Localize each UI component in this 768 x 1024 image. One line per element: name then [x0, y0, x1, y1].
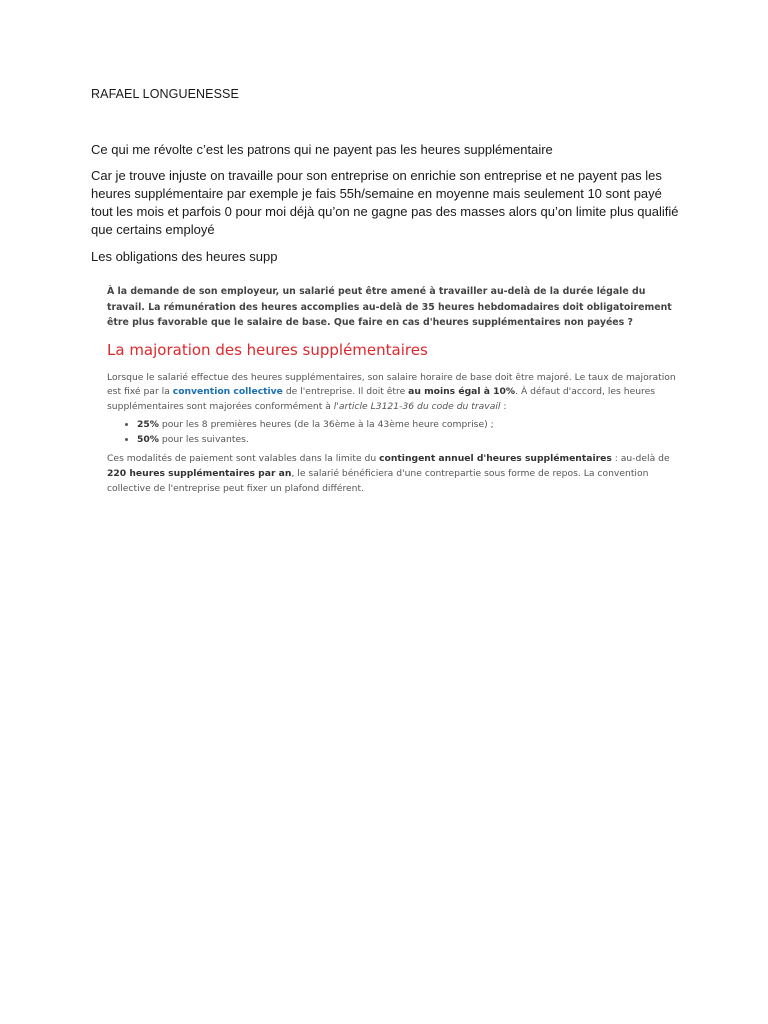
excerpt-text: Ces modalités de paiement sont valables dans la limite du [107, 453, 380, 465]
excerpt-body-2 [107, 451, 679, 496]
excerpt-italic-text: l'article L3121-36 du code du travail [333, 400, 501, 412]
pasted-excerpt-image [107, 284, 679, 496]
list-item [137, 418, 679, 433]
bullet-text: pour les suivantes. [159, 433, 249, 445]
bullet-text: pour les 8 premières heures (de la 36ème à la 43ème heure comprise) ; [159, 419, 494, 431]
excerpt-body-1 [107, 371, 679, 415]
author-name: RAFAEL LONGUENESSE [91, 87, 239, 101]
excerpt-text: : [500, 400, 507, 412]
excerpt-text: . À défaut d'accord, les heures supplémentaires sont majorées conformément à [107, 386, 656, 412]
paragraph-revolt: Ce qui me révolte c’est les patrons qui ne payent pas les heures supplémentaire [91, 142, 553, 157]
excerpt-bullet-list [107, 418, 679, 447]
excerpt-text: : au-delà de [611, 453, 670, 465]
excerpt-bold-text: contingent annuel d'heures supplémentaires [379, 453, 612, 465]
excerpt-intro: À la demande de son employeur, un salarié peut être amené à travailler au-delà de la durée légale du travail. La rémunération des heures accomplies au-delà de 35 heures hebdomadaires doit obligatoirement être plus favorable que le salaire de base. Que faire en cas d'heures supplémentaires non payées ? [107, 286, 672, 328]
list-item [137, 433, 679, 448]
bullet-bold: 25% [137, 419, 159, 431]
excerpt-text: Lorsque le salarié effectue des heures supplémentaires, son salaire horaire de base doit être majoré. Le taux de majoration est fixé par la [107, 371, 676, 398]
excerpt-text: de l'entreprise. Il doit être [282, 386, 409, 398]
excerpt-bold-text: au moins égal à 10% [408, 386, 516, 398]
excerpt-heading: La majoration des heures supplémentaires [107, 340, 428, 359]
bullet-bold: 50% [137, 433, 159, 445]
convention-collective-link[interactable]: convention collective [172, 386, 283, 398]
paragraph-reason: Car je trouve injuste on travaille pour son entreprise on enrichie son entreprise et ne payent pas les heures supplémentaire par exemple je fais 55h/semaine en moyenne mais seulement 10 sont payé tout les mois et parfois 0 pour moi déjà qu’on ne gagne pas des masses alors qu’on limite plus qualifié que certains employé [91, 168, 679, 237]
excerpt-bold-text: 220 heures supplémentaires par an [107, 468, 292, 480]
excerpt-text: , le salarié bénéficiera d'une contrepartie sous forme de repos. La convention collective de l'entreprise peut fixer un plafond différent. [107, 468, 649, 495]
paragraph-obligations: Les obligations des heures supp [91, 249, 278, 264]
